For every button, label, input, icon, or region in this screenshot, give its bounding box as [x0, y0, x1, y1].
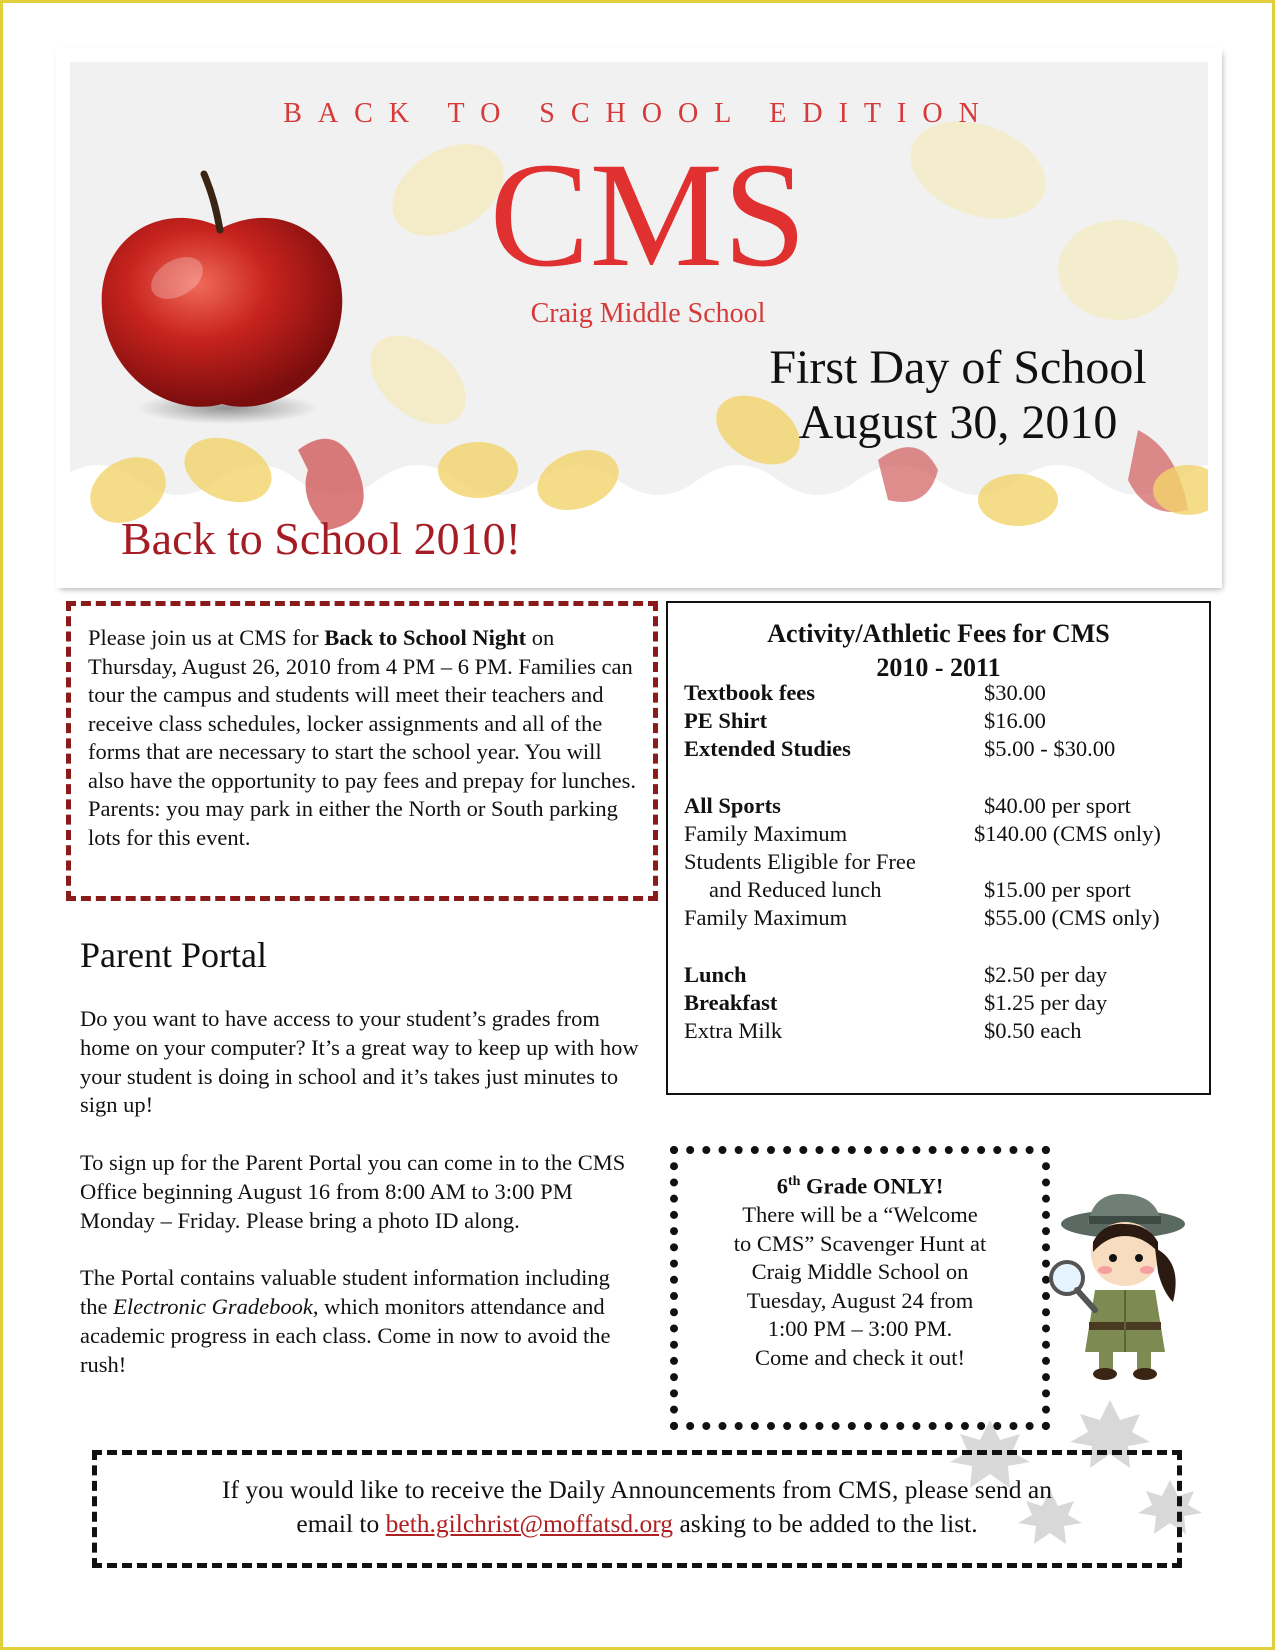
- fee-value: $140.00 (CMS only): [974, 821, 1161, 846]
- portal-paragraph-3: [80, 1264, 640, 1379]
- grade-suffix: th: [787, 1174, 801, 1189]
- fees-title-line2: 2010 - 2011: [876, 653, 1001, 682]
- announce-line2-end: asking to be added to the list.: [673, 1509, 978, 1538]
- back-to-school-night-box: [66, 601, 658, 901]
- fee-label: and Reduced lunch: [709, 877, 882, 902]
- fees-title: [668, 617, 1209, 685]
- sixth-grade-heading: [678, 1168, 1042, 1201]
- event-text-start: Please join us at CMS for: [88, 625, 325, 650]
- fee-value: $15.00 per sport: [984, 877, 1131, 902]
- fee-label: Textbook fees: [684, 680, 816, 705]
- grade-line: Tuesday, August 24 from: [746, 1287, 974, 1313]
- header-banner: [58, 50, 1220, 586]
- fee-label: Extra Milk: [684, 1018, 783, 1043]
- email-link[interactable]: beth.gilchrist@moffatsd.org: [385, 1509, 674, 1538]
- fee-value: $5.00 - $30.00: [984, 736, 1116, 761]
- parent-portal-title: Parent Portal: [80, 935, 267, 975]
- fee-label: Family Maximum: [684, 905, 848, 930]
- fee-value: $30.00: [984, 680, 1046, 705]
- portal-p3-italic: Electronic Gradebook: [113, 1293, 313, 1319]
- grade-line: 1:00 PM – 3:00 PM.: [767, 1316, 953, 1341]
- grade-line: Come and check it out!: [755, 1344, 965, 1370]
- first-day-line1: First Day of School: [769, 341, 1147, 394]
- fee-value: $55.00 (CMS only): [984, 905, 1160, 930]
- school-name: Craig Middle School: [530, 298, 766, 329]
- fee-value: $0.50 each: [984, 1018, 1082, 1043]
- edition-label: BACK TO SCHOOL EDITION: [283, 98, 995, 129]
- event-text-rest: on Thursday, August 26, 2010 from 4 PM – 6 PM. Families can tour the campus and students will meet their teachers and receive class schedules, locker assignments and all of the forms that are necessary to start the school year. You will also have the opportunity to pay fees and prepay for lunches. Parents: you may park in either the North or South parking lots for this event.: [88, 625, 636, 850]
- grade-line: to CMS” Scavenger Hunt at: [733, 1230, 987, 1256]
- fee-label: Breakfast: [684, 990, 778, 1015]
- announce-line2: [97, 1507, 1177, 1541]
- portal-p3-end: , which monitors attendance and academic progress in each class. Come in now to avoid the rush!: [80, 1293, 611, 1377]
- fee-value: $16.00: [984, 708, 1046, 733]
- announce-line1: If you would like to receive the Daily Announcements from CMS, please send an: [222, 1475, 1052, 1504]
- section-title: Back to School 2010!: [121, 513, 521, 564]
- portal-paragraph-2: To sign up for the Parent Portal you can come in to the CMS Office beginning August 16 from 8:00 AM to 3:00 PM Monday – Friday. Please bring a photo ID along.: [80, 1149, 626, 1233]
- event-highlight: Back to School Night: [324, 625, 527, 650]
- fee-label: Lunch: [684, 962, 747, 987]
- parent-portal-body: [80, 1005, 640, 1408]
- first-day-line2: August 30, 2010: [798, 396, 1118, 450]
- fees-table-box: [666, 601, 1211, 1095]
- fee-label: Students Eligible for Free: [684, 849, 916, 874]
- fee-value: $2.50 per day: [984, 962, 1108, 987]
- portal-p3-start: The Portal contains valuable student information including the: [80, 1265, 610, 1319]
- grade-line: There will be a “Welcome: [742, 1202, 978, 1227]
- fee-value: $1.25 per day: [984, 990, 1108, 1015]
- fee-label: All Sports: [684, 793, 781, 818]
- grade-number: 6: [776, 1173, 788, 1199]
- apple-icon: [92, 168, 352, 438]
- fee-label: PE Shirt: [684, 708, 768, 733]
- fee-label: Family Maximum: [684, 821, 848, 846]
- first-day-notice: [698, 340, 1218, 450]
- fee-value: $40.00 per sport: [984, 793, 1131, 818]
- fees-title-line1: Activity/Athletic Fees for CMS: [767, 619, 1110, 648]
- grade-heading-rest: Grade ONLY!: [800, 1173, 944, 1199]
- fee-label: Extended Studies: [684, 736, 851, 761]
- announcements-box: [92, 1450, 1182, 1568]
- grade-line: Craig Middle School on: [751, 1259, 969, 1284]
- portal-paragraph-1: Do you want to have access to your student’s grades from home on your computer? It’s a great way to keep up with how your student is doing in school and it’s takes just minutes to sign up!: [80, 1006, 639, 1118]
- masthead-title: CMS: [489, 132, 807, 298]
- detective-icon: [1043, 1192, 1193, 1382]
- announce-line2-start: email to: [296, 1509, 386, 1538]
